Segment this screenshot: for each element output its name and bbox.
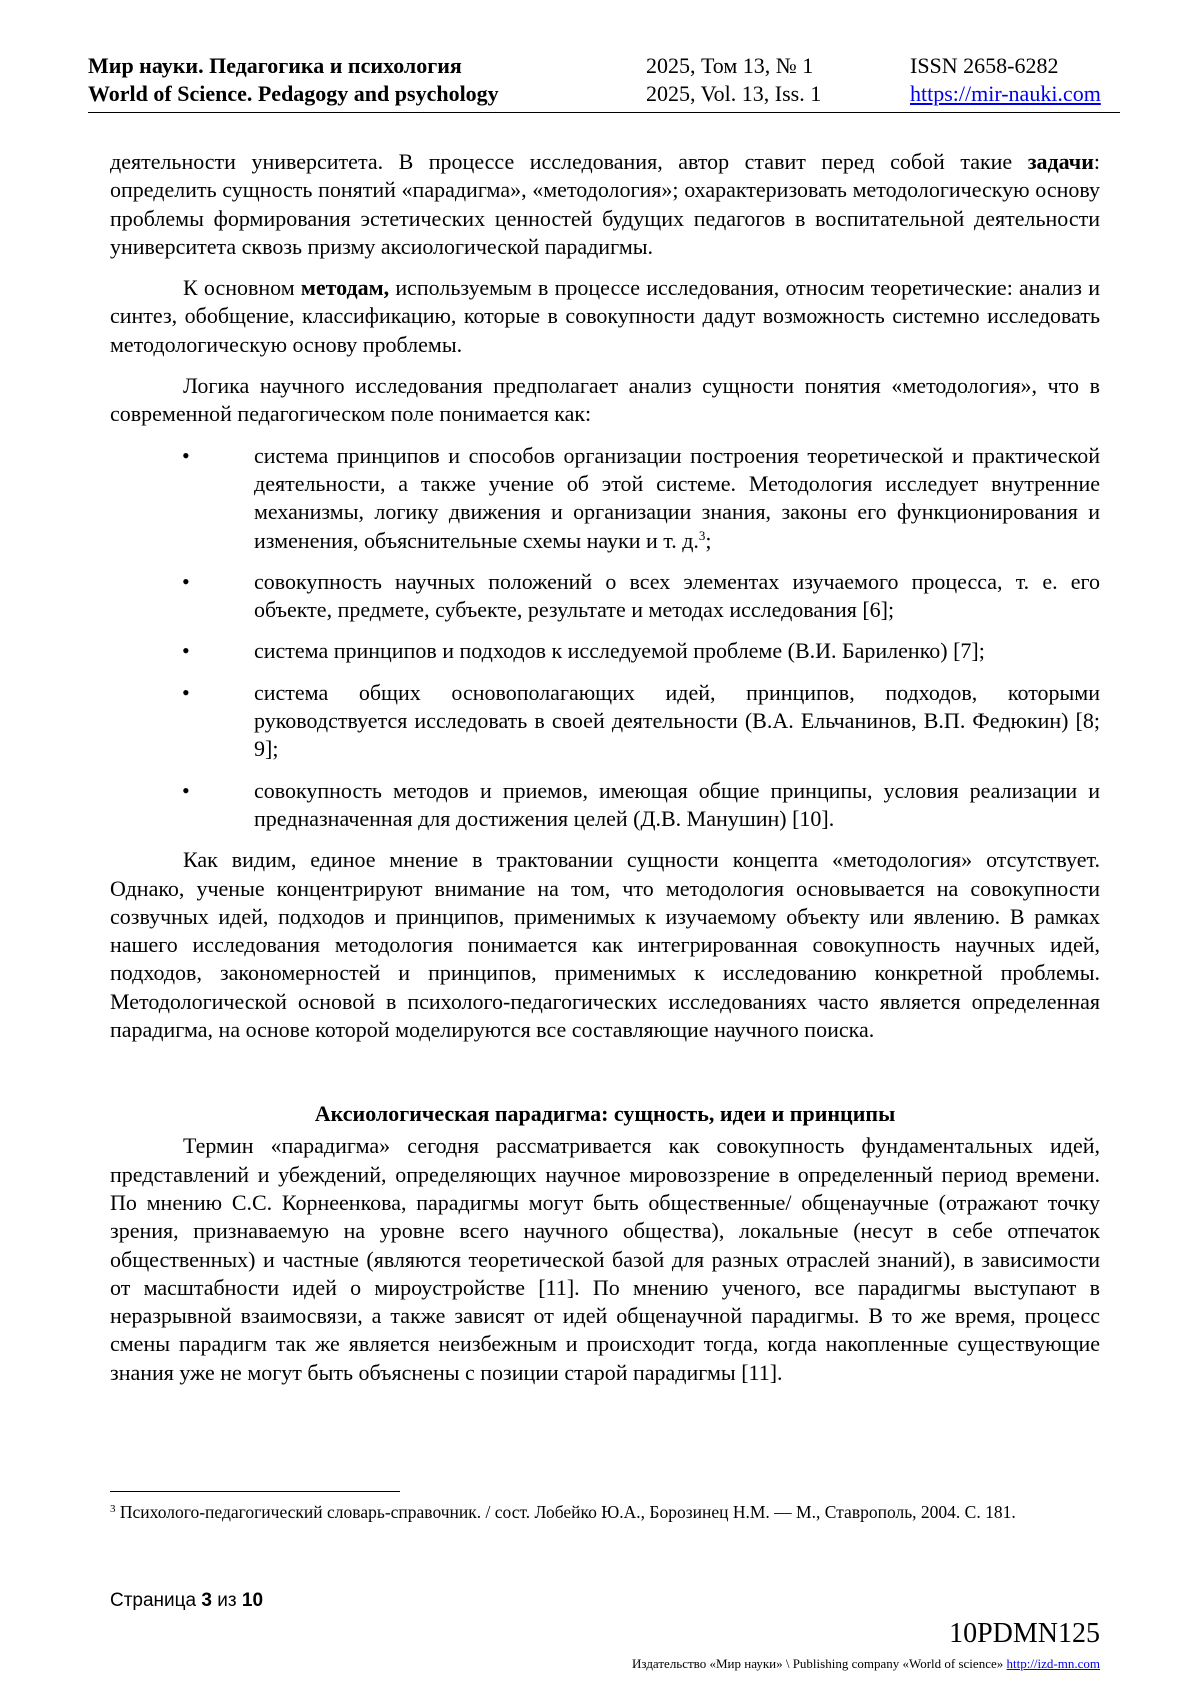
tasks-emphasis: задачи [1027,149,1094,174]
list-item: • система общих основополагающих идей, принципов, подходов, которыми руководствуется исследовать в своей деятельности (В.А. Ельчанинов, В.П. Федюкин) [8; 9]; [182,679,1100,762]
paragraph-tasks: деятельности университета. В процессе исследования, автор ставит перед собой такие задачи: определить сущность понятий «парадигма», «методология»; охарактеризовать методологическую основу проблемы формирования эстетических ценностей будущих педагогов в воспитательной деятельности университета сквозь призму аксиологической парадигмы. [110,149,1100,259]
paragraph-methods: К основном методам, используемым в процессе исследования, относим теоретические: анализ и синтез, обобщение, классификацию, которые в совокупности дадут возможность системно исследовать методологическую основу проблемы. [110,275,1100,357]
bullet-icon: • [182,442,190,468]
paragraph-logic: Логика научного исследования предполагает анализ сущности понятия «методология», что в современной педагогическом поле понимается как: [110,373,1100,427]
journal-header [88,52,1120,113]
methodology-definitions-list [110,442,1100,834]
bullet-icon: • [182,568,190,594]
list-item: • система принципов и способов организации построения теоретической и практической деятельности, а также учение об этой системе. Методология исследует внутренние механизмы, логику движения и организации знания, законы его функционирования и изменения, объяснительные схемы науки и т. д.$^3$; [182,442,1100,553]
footnote-divider [110,1491,400,1492]
journal-url-link[interactable]: https://mir-nauki.com [910,81,1101,106]
methods-emphasis: методам, [300,275,390,301]
bullet-icon: • [182,777,190,803]
publisher-url-link[interactable]: http://izd-mn.com [1006,1656,1100,1671]
journal-title-block [88,52,499,108]
issue-en: 2025, Vol. 13, Iss. 1 [646,81,822,106]
journal-title-ru: Мир науки. Педагогика и психология [88,53,462,78]
paragraph-paradigm: Термин «парадигма» сегодня рассматривается как совокупность фундаментальных идей, представлений и убеждений, определяющих научное мировоззрение в определенный период времени. По мнению С.С. Корнеенкова, парадигмы могут быть общественные/ общенаучные (отражают точку зрения, признаваемую на уровне всего научного общества), локальные (несут в себе отпечаток общественных) и частные (являются теоретической базой для разных отраслей знаний), в зависимости от масштабности идей о мироустройстве [11]. По мнению ученого, все парадигмы выступают в неразрывной взаимосвязи, а также зависят от идей общенаучной парадигмы. В то же время, процесс смены парадигм так же является неизбежным и происходит тогда, когда накопленные существующие знания уже не могут быть объяснены с позиции старой парадигмы [11]. [110,1133,1100,1385]
list-item: • совокупность методов и приемов, имеющая общие принципы, условия реализации и предназначенная для достижения целей (Д.В. Манушин) [10]. [182,777,1100,831]
bullet-icon: • [182,638,190,664]
issue-ru: 2025, Том 13, № 1 [646,53,814,78]
paragraph-conclusion: Как видим, единое мнение в трактовании сущности концепта «методология» отсутствует. Однако, ученые концентрируют внимание на том, что методология основывается на совокупности созвучных идей, подходов и принципов, применимых к изучаемому объекту или явлению. В рамках нашего исследования методология понимается как интегрированная совокупность научных идей, подходов, закономерностей и принципов, применимых к исследованию конкретной проблемы. Методологической основой в психолого-педагогических исследованиях часто является определенная парадигма, на основе которой моделируются все составляющие научного поиска. [110,847,1100,1043]
article-body [110,148,1100,1387]
footnote-number: 3 [110,1503,116,1515]
issn: ISSN 2658-6282 [910,53,1059,78]
journal-title-en: World of Science. Pedagogy and psychology [88,81,499,106]
page-number: Страница 3 из 10 [110,1590,264,1611]
article-code: 10PDMN125 [949,1618,1100,1649]
list-item: • совокупность научных положений о всех элементах изучаемого процесса, т. е. его объекте, предмете, субъекте, результате и методах исследования [6]; [182,568,1100,623]
publisher-line: Издательство «Мир науки» \ Publishing company «World of science» http://izd-mn.com [632,1656,1100,1671]
bullet-icon: • [182,679,190,705]
footnote: $^3$ Психолого-педагогический словарь-справочник. / сост. Лобейко Ю.А., Борозинец Н.М. — М., Ставрополь, 2004. С. 181. [110,1502,1016,1522]
section-heading: Аксиологическая парадигма: сущность, идеи и принципы [314,1101,896,1127]
footnote-ref[interactable]: 3 [698,527,706,543]
issue-block [646,52,821,108]
list-item: • система принципов и подходов к исследуемой проблеме (В.И. Бариленко) [7]; [110,637,1100,665]
issn-block [910,52,1101,108]
